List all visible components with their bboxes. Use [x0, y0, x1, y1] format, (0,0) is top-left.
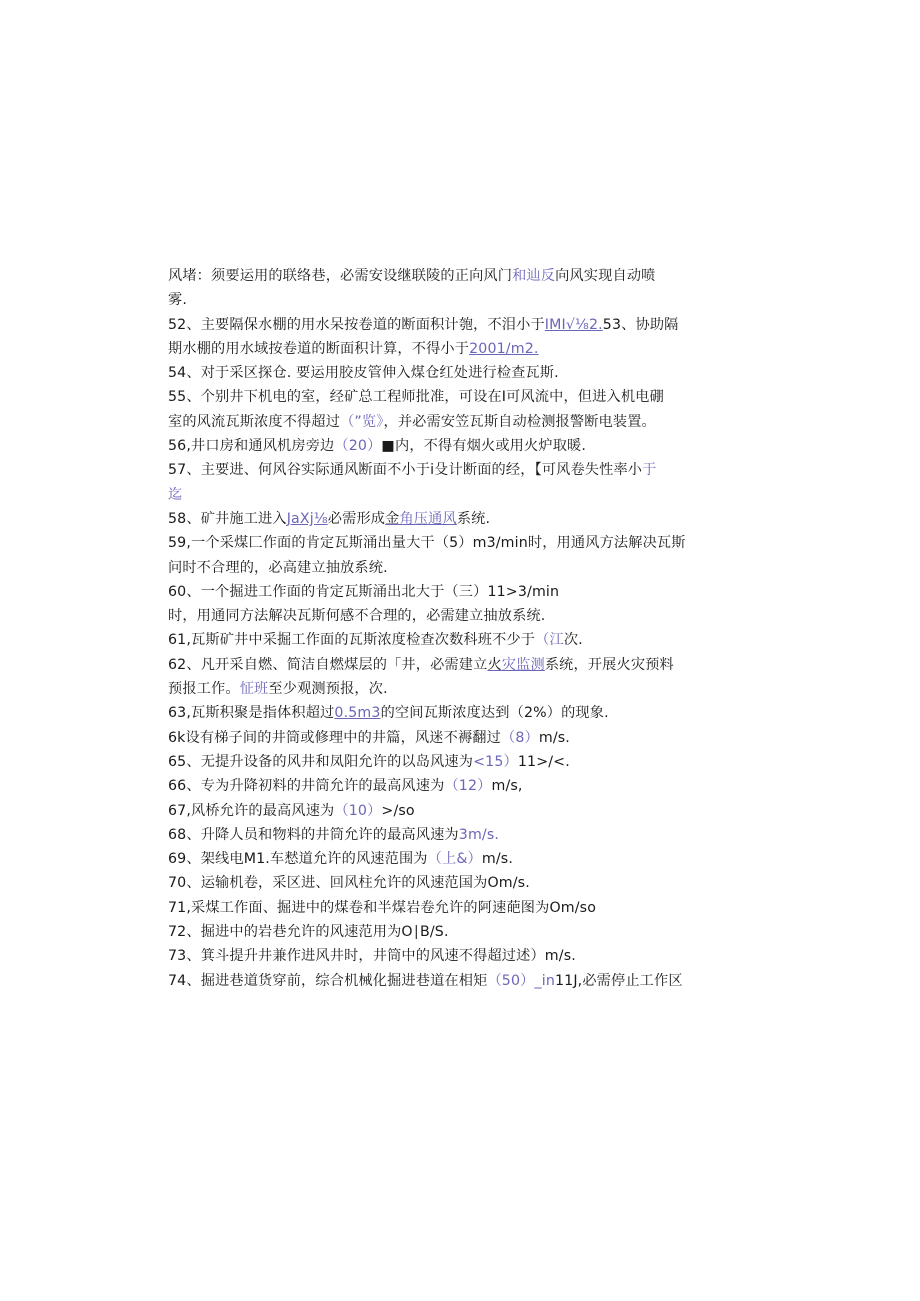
text-segment: 59,一个采煤匚作面的肯定瓦斯涌出量大干（5）m3∕min时，用通风方法解决瓦斯 — [168, 535, 686, 552]
text-segment: 风堵：须要运用的联络巷，必需安设继联陵的正向风门 — [168, 268, 513, 284]
text-line — [168, 750, 713, 774]
handwritten-answer: IMI√⅛2. — [544, 316, 603, 333]
handwritten-answer: （江 — [535, 632, 564, 649]
text-line — [168, 896, 713, 920]
text-line — [168, 313, 713, 337]
text-segment: 室的风流瓦斯浓度不得超过 — [168, 413, 341, 430]
text-line — [168, 628, 713, 652]
text-segment: ，并必需安笠瓦斯自动检测报警断电装置。 — [383, 413, 656, 430]
text-segment: 预报工作。 — [168, 681, 240, 698]
text-line — [168, 337, 713, 361]
handwritten-answer: 2001∕m2. — [469, 340, 539, 357]
text-segment: 71,采煤工作面、掘进中的煤卷和半煤岩卷允许的阿速葩图为Om/so — [168, 899, 597, 916]
text-line — [168, 458, 713, 482]
handwritten-answer: 角压通风 — [399, 510, 457, 527]
text-segment: 60、一个掘进工作面的肯定瓦斯涌出北大于（三）11>3∕min — [168, 583, 560, 600]
text-segment: 62、凡开采自燃、简洁自燃煤层的「井，必需建立 — [168, 656, 488, 673]
handwritten-answer: JaXj⅛ — [286, 510, 328, 527]
text-segment: 55、个别井下机电的室，经矿总工程师批准，可设在I可风流中，但进入机电硼 — [168, 389, 664, 406]
text-segment: 69、架线电M1.车慭道允许的风速范围为 — [168, 851, 428, 868]
text-segment: 57、主要进、何风谷实际通风断面不小于i殳计断面的经，【可风卷失性率小 — [168, 462, 643, 479]
text-segment: 54、对于采区探仓. 要运用胶皮管伸入煤仓红处进行检查瓦斯. — [168, 365, 559, 382]
text-segment: 系统，开展火灾预料 — [544, 656, 674, 673]
text-segment: 的空间瓦斯浓度达到（2%）的现象. — [380, 705, 609, 722]
text-segment: 68、升降人员和物料的井筒允许的最高风速为 — [168, 826, 459, 843]
text-segment: 火 — [487, 656, 502, 673]
handwritten-answer: 0.5m3 — [334, 705, 381, 722]
text-line — [168, 871, 713, 895]
text-line — [168, 799, 713, 823]
text-line — [168, 556, 713, 580]
text-line — [168, 483, 713, 507]
text-segment: 至少观测预报，次. — [268, 681, 388, 698]
text-line — [168, 288, 713, 312]
text-segment: 67,风桥允许的最高风速为 — [168, 802, 335, 819]
text-line — [168, 920, 713, 944]
text-line — [168, 823, 713, 847]
text-line — [168, 726, 713, 750]
text-segment: 问时不合理的，必高建立抽放系统. — [168, 559, 388, 576]
text-segment: 雾. — [168, 292, 187, 309]
text-line — [168, 604, 713, 628]
text-segment: m/s, — [491, 778, 523, 795]
handwritten-answer: （50）_in — [487, 972, 555, 989]
text-line — [168, 385, 713, 409]
text-segment: 58、矿井施工进入 — [168, 510, 287, 527]
handwritten-answer: 和辿反 — [512, 268, 556, 284]
text-segment: 63,瓦斯积聚是指体积超过 — [168, 705, 335, 722]
handwritten-answer: 于 — [642, 462, 657, 479]
text-line — [168, 580, 713, 604]
text-segment: 70、运输机卷，采区进、回风柱允许的风速范国为Om∕s. — [168, 875, 530, 892]
text-segment: 期水棚的用水域按卷道的断面积计算，不得小于 — [168, 340, 470, 357]
handwritten-answer: （8） — [500, 729, 539, 746]
handwritten-answer: （”览》 — [340, 413, 384, 430]
text-segment: ■内，不得有烟火或用火炉取暖. — [381, 438, 587, 455]
text-line — [168, 531, 713, 555]
text-segment: 系统. — [456, 510, 491, 527]
handwritten-answer: 3m/s. — [458, 826, 500, 843]
text-segment: 65、无提升设备的风井和凤阳允许的以岛风速为 — [168, 753, 474, 770]
text-segment: 11>∕<. — [517, 753, 570, 770]
text-segment: 次. — [563, 632, 583, 649]
handwritten-answer: （10） — [334, 802, 382, 819]
handwritten-answer: 灾监测 — [501, 656, 545, 673]
text-line — [168, 701, 713, 725]
handwritten-answer: （20） — [334, 438, 382, 455]
text-segment: 金 — [385, 510, 400, 527]
handwritten-answer: 怔班 — [239, 681, 269, 698]
handwritten-answer: 迄 — [168, 486, 183, 503]
text-segment: 向风实现自动喷 — [555, 268, 656, 284]
text-segment: 66、专为升降初料的井筒允许的最高风速为 — [168, 778, 445, 795]
text-segment: >∕so — [381, 802, 415, 819]
text-segment: m∕s. — [538, 729, 570, 746]
text-segment: 74、掘进巷道货穿前，综合机械化掘进巷道在相矩 — [168, 972, 488, 989]
text-line — [168, 677, 713, 701]
text-line — [168, 653, 713, 677]
text-segment: 时，用通同方法解决瓦斯何感不合理的，必需建立抽放系统. — [168, 608, 546, 625]
handwritten-answer: （上&） — [427, 851, 482, 868]
text-segment: 52、主要隔保水棚的用水呆按卷道的断面积计匏，不泪小于 — [168, 316, 545, 333]
text-segment: 必需形成 — [327, 510, 386, 527]
handwritten-answer: （12） — [444, 778, 492, 795]
text-segment: m/s. — [481, 851, 513, 868]
text-segment: 73、箕斗提升井兼作进风井时，井筒中的风速不得超过述）m/s. — [168, 948, 576, 965]
text-line — [168, 410, 713, 434]
text-line — [168, 434, 713, 458]
text-segment: 72、掘进中的岩巷允许的风速范用为O∣B∕S. — [168, 924, 449, 941]
text-line — [168, 264, 713, 288]
handwritten-answer: <15） — [473, 753, 518, 770]
text-line — [168, 774, 713, 798]
document-body — [168, 264, 713, 993]
text-line — [168, 507, 713, 531]
text-segment: 61,瓦斯矿井中采掘工作面的瓦斯浓度检查次数科班不少于 — [168, 632, 536, 649]
text-line — [168, 847, 713, 871]
text-line — [168, 944, 713, 968]
text-line — [168, 361, 713, 385]
text-segment: 11J,必需停止工作区 — [554, 972, 683, 989]
text-segment: 6k设有梯子间的井筒或修理中的井篇，风迷不褥翻过 — [168, 729, 501, 746]
text-line — [168, 969, 713, 993]
text-segment: 56,井口房和通风机房旁边 — [168, 438, 335, 455]
text-segment: 53、协助隔 — [602, 316, 679, 333]
